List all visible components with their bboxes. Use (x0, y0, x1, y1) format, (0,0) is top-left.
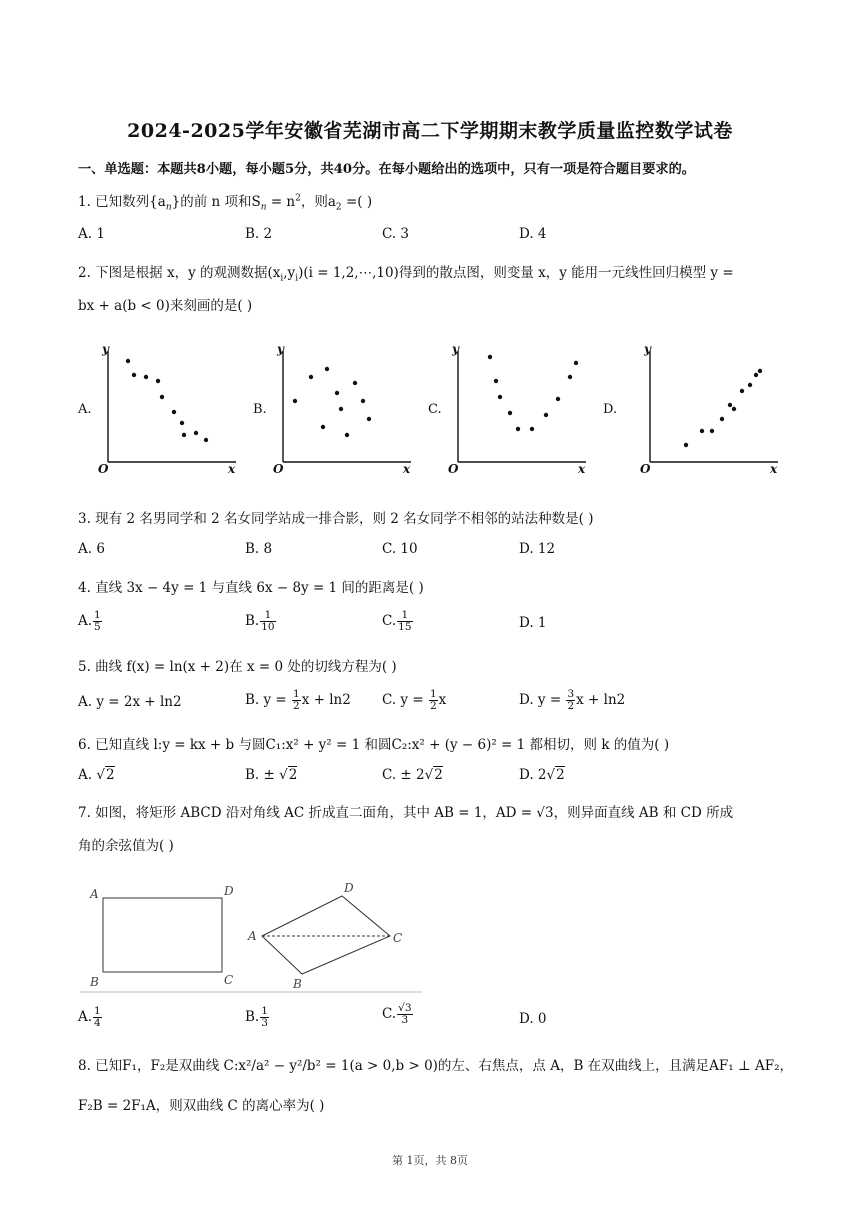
scatter-point (494, 379, 498, 383)
q4-option-b: B. $\frac{1}{10}$ (245, 609, 275, 633)
scatter-point (530, 427, 534, 431)
question-2-line1: 2. 下图是根据 x，y 的观测数据$(x_i,y_i)(i$ = 1,2,⋯,10)得到的散点图，则变量 x，y 能用一元线性回归模型 y = (78, 265, 734, 284)
q6-option-c: C. ± 2√2 (382, 767, 443, 783)
scatter-panel (253, 342, 411, 476)
scatter-panel (603, 342, 778, 476)
folded-rectangle-figure (80, 878, 430, 996)
panel-label: A. (78, 402, 92, 417)
scatter-point (700, 429, 704, 433)
scatter-point (126, 359, 130, 363)
scatter-point (488, 355, 492, 359)
scatter-point (156, 379, 160, 383)
scatter-point (204, 438, 208, 442)
q3-option-c: C. 10 (382, 541, 418, 557)
section-heading: 一、单选题：本题共8小题，每小题5分，共40分。在每小题给出的选项中，只有一项是符合题目要求的。 (78, 162, 695, 177)
question-7-line2: 角的余弦值为( ) (78, 838, 174, 854)
scatter-point (335, 391, 339, 395)
label-b-right: B (293, 977, 302, 991)
axis-label-x: x (403, 462, 411, 476)
page-title: 2024-2025学年安徽省芜湖市高二下学期期末教学质量监控数学试卷 (127, 120, 733, 142)
scatter-point (361, 399, 365, 403)
scatter-point (728, 403, 732, 407)
scatter-point (732, 407, 736, 411)
scatter-point (353, 381, 357, 385)
question-8-line2: F₂B = 2F₁A，则双曲线 C 的离心率为( ) (78, 1098, 325, 1114)
axis-label-y: y (277, 342, 284, 356)
question-3-stem: 3. 现有 2 名男同学和 2 名女同学站成一排合影，则 2 名女同学不相邻的站法种数是( ) (78, 511, 594, 527)
question-4-stem: 4. 直线 3x − 4y = 1 与直线 6x − 8y = 1 间的距离是( ) (78, 580, 424, 596)
q3-option-b: B. 8 (245, 541, 273, 557)
question-5-stem: 5. 曲线 f(x) = ln(x + 2)在 x = 0 处的切线方程为( ) (78, 659, 397, 675)
scatter-point (544, 413, 548, 417)
axis-origin: O (640, 462, 651, 476)
axis-label-y: y (102, 342, 109, 356)
panel-label: C. (428, 402, 442, 417)
q1-option-b: B. 2 (245, 226, 273, 242)
scatter-point (498, 395, 502, 399)
page-footer: 第 1页，共 8页 (392, 1154, 468, 1167)
q7-option-b: B. $\frac{1}{3}$ (245, 1005, 268, 1029)
axis-origin: O (273, 462, 284, 476)
scatter-plots-figure (70, 335, 790, 480)
scatter-point (172, 410, 176, 414)
scatter-point (754, 373, 758, 377)
label-c-right: C (393, 931, 403, 945)
rectangle-abcd (103, 898, 222, 972)
scatter-point (568, 375, 572, 379)
scatter-point (516, 427, 520, 431)
question-2-line2: bx + a(b < 0)来刻画的是( ) (78, 298, 253, 314)
panel-label: B. (253, 402, 267, 417)
scatter-panel (77, 342, 236, 476)
scatter-point (684, 443, 688, 447)
axis-label-x: x (228, 462, 236, 476)
q4-option-d: D. 1 (519, 615, 547, 631)
scatter-point (748, 383, 752, 387)
label-d-left: D (224, 884, 234, 898)
label-c-left: C (224, 973, 234, 987)
panel-label: D. (603, 402, 618, 417)
scatter-point (309, 375, 313, 379)
label-a-left: A (90, 887, 99, 901)
q4-option-a: A. $\frac{1}{5}$ (78, 609, 101, 633)
scatter-point (321, 425, 325, 429)
q3-option-d: D. 12 (519, 541, 556, 557)
scatter-point (345, 433, 349, 437)
scatter-point (556, 397, 560, 401)
q6-option-b: B. ± √2 (245, 767, 298, 783)
scatter-point (194, 431, 198, 435)
scatter-point (144, 375, 148, 379)
question-6-stem: 6. 已知直线 l:y = kx + b 与圆C₁:x² + y² = 1 和圆C₂:x² + (y − 6)² = 1 都相切，则 k 的值为( ) (78, 737, 670, 753)
axis-origin: O (98, 462, 109, 476)
scatter-point (367, 417, 371, 421)
q1-option-c: C. 3 (382, 226, 410, 242)
scatter-point (325, 367, 329, 371)
q5-option-a: A. y = 2x + ln2 (78, 694, 182, 710)
axis-label-y: y (644, 342, 651, 356)
q7-option-c: C. $\frac{√3}{3}$ (382, 1002, 412, 1026)
question-1-stem: 1. 已知数列$\{a_n\}$的前 n 项和$S_n = n^2$，则$a_2$ =( ) (78, 193, 373, 213)
q5-option-c: C. y = $\frac{1}{2}$ x (382, 688, 447, 712)
axis-label-x: x (770, 462, 778, 476)
scatter-point (132, 373, 136, 377)
scatter-point (710, 429, 714, 433)
q5-option-b: B. y = $\frac{1}{2}$ x + ln2 (245, 688, 351, 712)
scatter-panel (428, 342, 586, 476)
q7-option-d: D. 0 (519, 1011, 547, 1027)
q3-option-a: A. 6 (78, 541, 105, 557)
q1-option-d: D. 4 (519, 226, 547, 242)
scatter-point (740, 389, 744, 393)
scatter-point (720, 417, 724, 421)
q6-option-a: A. √2 (78, 767, 115, 783)
scatter-point (574, 361, 578, 365)
axis-label-y: y (452, 342, 459, 356)
axis-label-x: x (578, 462, 586, 476)
label-a-right: A (248, 929, 257, 943)
scatter-point (339, 407, 343, 411)
question-8-line1: 8. 已知F₁，F₂是双曲线 C:x²/a² − y²/b² = 1(a > 0,b > 0)的左、右焦点，点 A，B 在双曲线上，且满足AF₁ ⊥ AF₂， (78, 1058, 794, 1074)
axis-origin: O (448, 462, 459, 476)
scatter-point (508, 411, 512, 415)
label-b-left: B (90, 975, 99, 989)
question-7-line1: 7. 如图，将矩形 ABCD 沿对角线 AC 折成直二面角，其中 AB = 1，AD = √3，则异面直线 AB 和 CD 所成 (78, 805, 734, 821)
q1-option-a: A. 1 (78, 226, 105, 242)
scatter-point (293, 399, 297, 403)
scatter-point (160, 395, 164, 399)
folded-quadrilateral (262, 896, 390, 974)
q7-option-a: A. $\frac{1}{4}$ (78, 1005, 101, 1029)
label-d-right: D (344, 881, 354, 895)
q4-option-c: C. $\frac{1}{15}$ (382, 609, 412, 633)
scatter-point (182, 433, 186, 437)
q6-option-d: D. 2√2 (519, 767, 565, 783)
q5-option-d: D. y = $\frac{3}{2}$ x + ln2 (519, 688, 626, 712)
scatter-point (180, 421, 184, 425)
scatter-point (758, 369, 762, 373)
